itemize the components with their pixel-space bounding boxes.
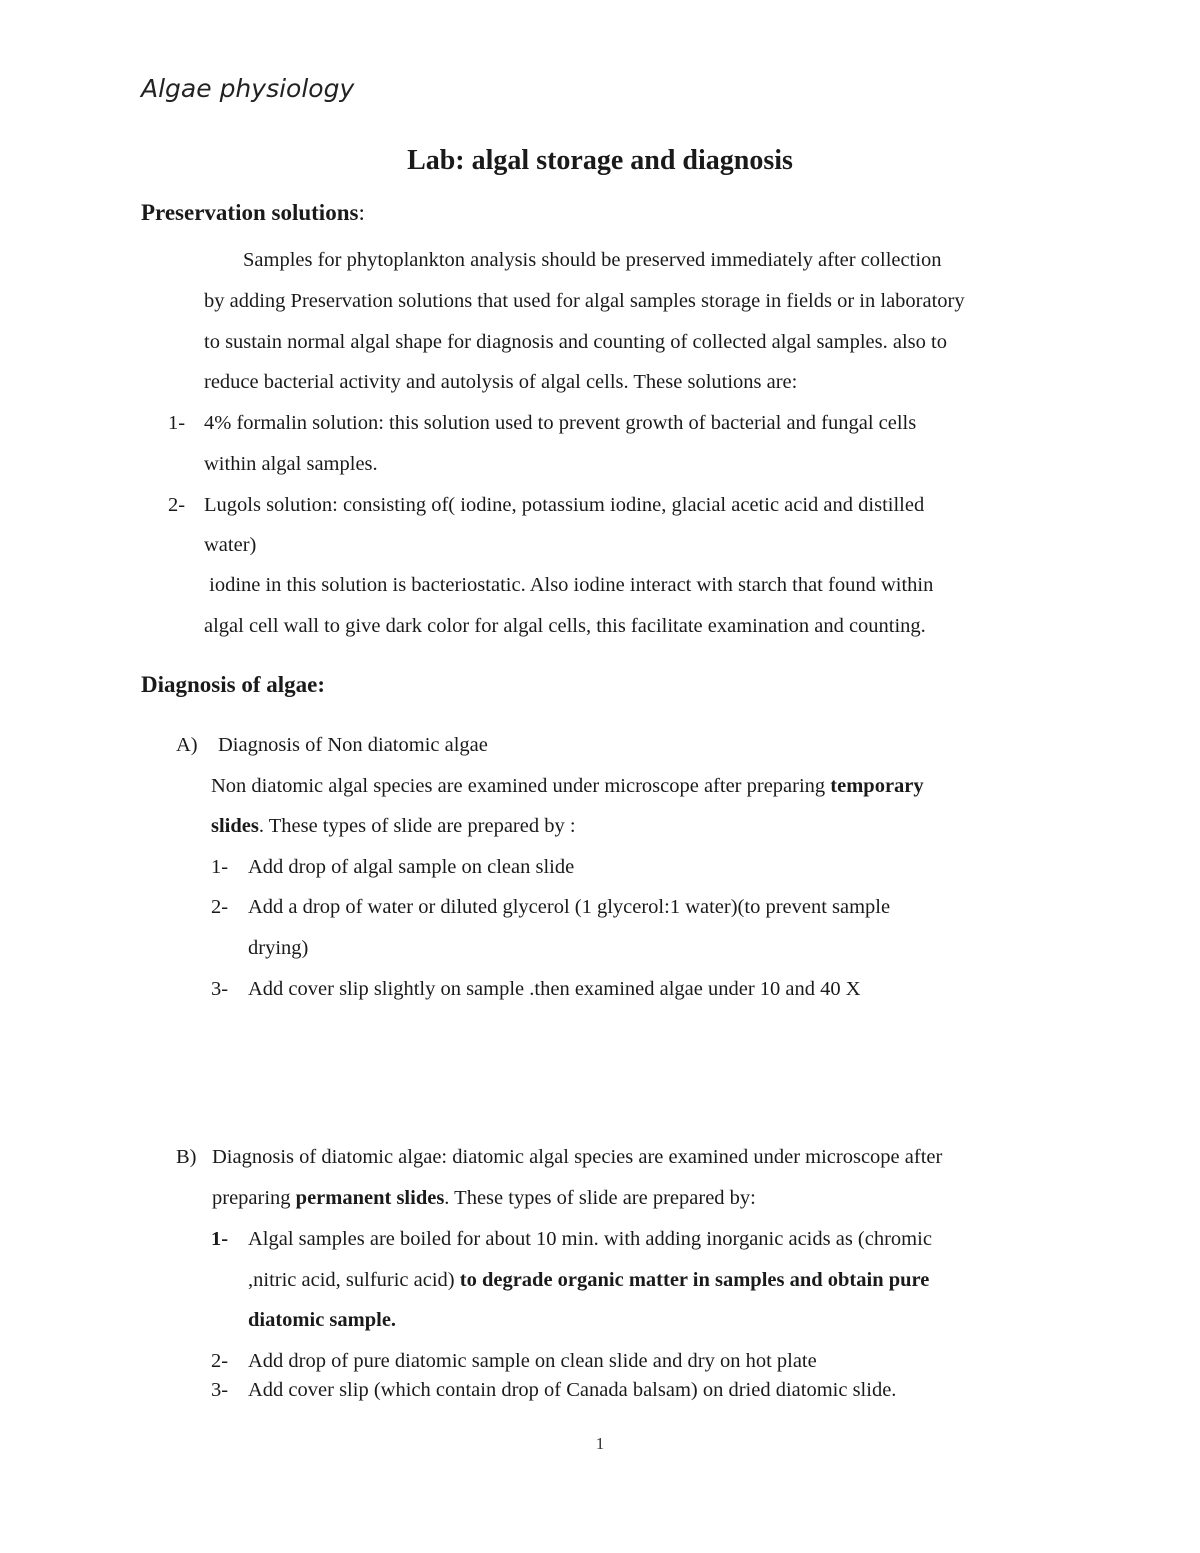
list-item-line: Lugols solution: consisting of( iodine, potassium iodine, glacial acetic acid and distilled bbox=[204, 494, 925, 516]
text-run: ,nitric acid, sulfuric acid) bbox=[248, 1269, 460, 1291]
paragraph-line bbox=[211, 775, 924, 798]
bold-text-run: permanent slides bbox=[295, 1187, 445, 1209]
section-heading-diagnosis: Diagnosis of algae: bbox=[141, 672, 325, 697]
list-number: 2- bbox=[211, 896, 229, 918]
list-item-line: water) bbox=[204, 534, 257, 556]
subsection-title: Diagnosis of Non diatomic algae bbox=[218, 734, 488, 756]
text-run: preparing bbox=[212, 1187, 296, 1209]
text-run: . These types of slide are prepared by : bbox=[258, 815, 576, 837]
paragraph-line: by adding Preservation solutions that used for algal samples storage in fields or in laboratory bbox=[204, 290, 965, 312]
text-run: . These types of slide are prepared by: bbox=[444, 1187, 756, 1209]
section-heading-preservation bbox=[141, 200, 365, 226]
list-number: 1- bbox=[168, 412, 186, 434]
page-number: 1 bbox=[595, 1434, 605, 1453]
list-item-line: drying) bbox=[248, 937, 309, 959]
list-number: 3- bbox=[211, 1379, 229, 1401]
list-number: 3- bbox=[211, 978, 229, 1000]
list-letter: A) bbox=[176, 734, 198, 756]
list-number: 2- bbox=[211, 1350, 229, 1372]
list-number: 1- bbox=[211, 1228, 229, 1250]
list-item-line: Algal samples are boiled for about 10 min. with adding inorganic acids as (chromic bbox=[248, 1228, 932, 1250]
list-letter: B) bbox=[176, 1146, 197, 1168]
list-number: 1- bbox=[211, 856, 229, 878]
list-item-line: 4% formalin solution: this solution used to prevent growth of bacterial and fungal cells bbox=[204, 412, 917, 434]
paragraph-line: Diagnosis of diatomic algae: diatomic algal species are examined under microscope after bbox=[212, 1146, 943, 1168]
list-item-line: within algal samples. bbox=[204, 453, 378, 475]
page-title: Lab: algal storage and diagnosis bbox=[407, 145, 793, 176]
heading-colon: : bbox=[358, 200, 365, 225]
bold-text-run: slides bbox=[211, 815, 259, 837]
list-item-line: Add cover slip slightly on sample .then examined algae under 10 and 40 X bbox=[248, 978, 861, 1000]
paragraph-line: reduce bacterial activity and autolysis of algal cells. These solutions are: bbox=[204, 371, 798, 393]
paragraph-line: Samples for phytoplankton analysis should be preserved immediately after collection bbox=[243, 249, 942, 271]
list-item-line: Add cover slip (which contain drop of Canada balsam) on dried diatomic slide. bbox=[248, 1379, 897, 1401]
list-item-line: Add drop of algal sample on clean slide bbox=[248, 856, 575, 878]
list-item-line: iodine in this solution is bacteriostatic. Also iodine interact with starch that found within bbox=[204, 574, 934, 596]
bold-text-run: temporary bbox=[830, 775, 924, 797]
list-item-line: diatomic sample. bbox=[248, 1309, 397, 1331]
list-item-line: Add a drop of water or diluted glycerol (1 glycerol:1 water)(to prevent sample bbox=[248, 896, 891, 918]
list-item-line: Add drop of pure diatomic sample on clean slide and dry on hot plate bbox=[248, 1350, 817, 1372]
paragraph-line: to sustain normal algal shape for diagnosis and counting of collected algal samples. also to bbox=[204, 331, 947, 353]
heading-text: Preservation solutions bbox=[141, 200, 359, 225]
list-item-line: algal cell wall to give dark color for algal cells, this facilitate examination and counting. bbox=[204, 615, 926, 637]
running-header: Algae physiology bbox=[141, 74, 355, 103]
paragraph-line bbox=[211, 815, 576, 838]
list-item-line bbox=[248, 1269, 929, 1292]
text-run: Non diatomic algal species are examined under microscope after preparing bbox=[211, 775, 831, 797]
paragraph-line bbox=[212, 1187, 756, 1210]
bold-text-run: to degrade organic matter in samples and obtain pure bbox=[459, 1269, 930, 1291]
list-number: 2- bbox=[168, 494, 186, 516]
